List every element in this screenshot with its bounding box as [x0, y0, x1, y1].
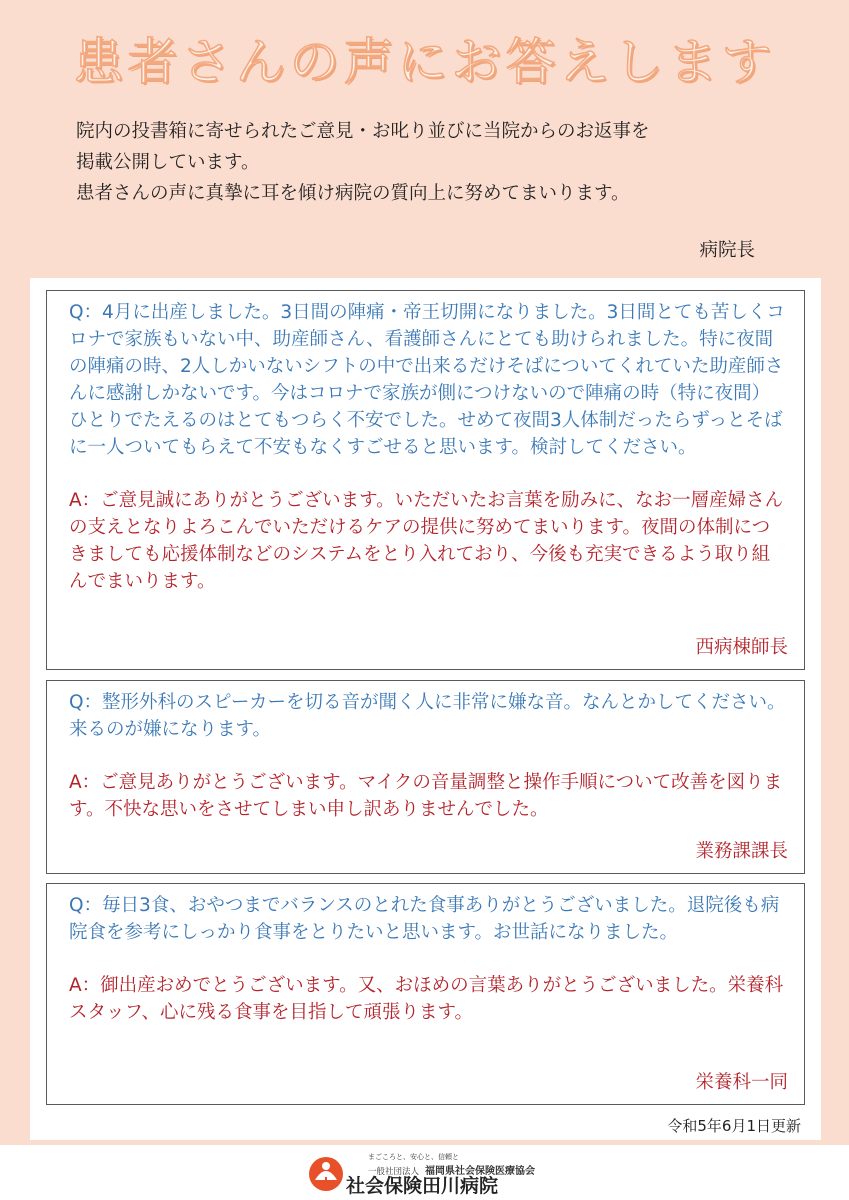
- answer-text: A：御出産おめでとうございます。又、おほめの言葉ありがとうございました。栄養科スタッフ、心に残る食事を目指して頑張ります。: [69, 975, 784, 1023]
- hospital-logo: [306, 1150, 546, 1197]
- qa-card: [46, 680, 805, 874]
- qa-card: [46, 883, 805, 1105]
- question-text: Q：4月に出産しました。3日間の陣痛・帝王切開になりました。3日間とても苦しくコロナで家族もいない中、助産師さん、看護師さんにとても助けられました。特に夜間の陣痛の時、2人しかいないシフトの中で出来るだけそばについてくれていた助産師さんに感謝しかないです。今はコロナで家族が側につけないので陣痛の時（特に夜間）ひとりでたえるのはとてもつらく不安でした。せめて夜間3人体制だったらずっとそばに一人ついてもらえて不安もなくすごせると思います。検討してください。: [69, 302, 785, 458]
- qa-content-area: [30, 278, 821, 1140]
- page-title: 患者さんの声にお答えします: [73, 33, 776, 91]
- question-text: Q：毎日3食、おやつまでバランスのとれた食事ありがとうございました。退院後も病院食を参考にしっかり食事をとりたいと思います。お世話になりました。: [69, 895, 780, 943]
- logo-org-type: 一般社団法人: [368, 1167, 420, 1177]
- answer-text: A：ご意見誠にありがとうございます。いただいたお言葉を励みに、なお一層産婦さんの支えとなりよろこんでいただけるケアの提供に努めてまいります。夜間の体制につきましても応援体制などのシステムをとり入れており、今後も充実できるよう取り組んでまいります。: [69, 490, 784, 592]
- answer-text: A：ご意見ありがとうございます。マイクの音量調整と操作手順について改善を図ります。不快な思いをさせてしまい申し訳ありませんでした。: [69, 772, 783, 820]
- qa-card: [46, 290, 805, 670]
- intro-text: [76, 116, 776, 209]
- intro-line: 患者さんの声に真摯に耳を傾け病院の質向上に努めてまいります。: [76, 183, 630, 204]
- logo-hospital-name: 社会保険田川病院: [346, 1175, 499, 1197]
- hospital-emblem-icon: [306, 1150, 350, 1194]
- responder-name: 栄養科一同: [695, 1072, 788, 1093]
- responder-name: 西病棟師長: [695, 637, 788, 658]
- responder-name: 業務課課長: [695, 841, 788, 862]
- logo-association-name: 福岡県社会保険医療協会: [425, 1166, 536, 1177]
- intro-line: 掲載公開しています。: [76, 152, 260, 173]
- logo-tagline: まごころと、安心と、信頼と: [368, 1153, 459, 1161]
- director-signature: 病院長: [699, 240, 755, 261]
- question-text: Q：整形外科のスピーカーを切る音が聞く人に非常に嫌な音。なんとかしてください。来るのが嫌になります。: [69, 692, 786, 740]
- updated-date: 令和5年6月1日更新: [667, 1117, 801, 1135]
- intro-line: 院内の投書箱に寄せられたご意見・お叱り並びに当院からのお返事を: [76, 121, 650, 142]
